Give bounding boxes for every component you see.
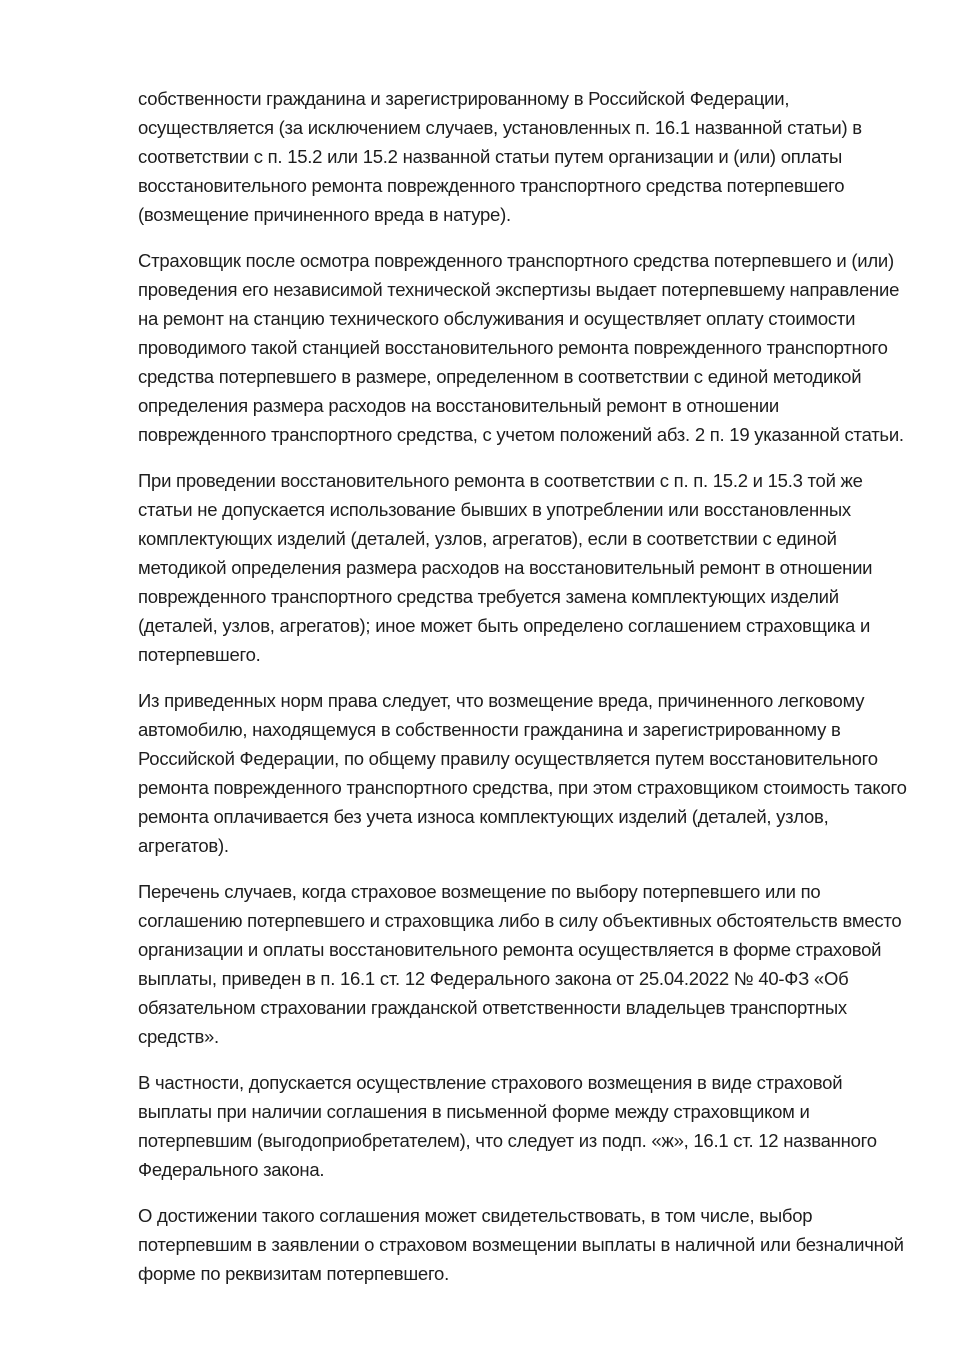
paragraph: В частности, допускается осуществление страхового возмещения в виде страховой выплаты при наличии соглашения в письменной форме между страховщиком и потерпевшим (выгодоприобретателем), что следует из подп. «ж», 16.1 ст. 12 названного Федерального закона. — [138, 1072, 877, 1180]
paragraph: собственности гражданина и зарегистрированному в Российской Федерации, осуществляется (за исключением случаев, установленных п. 16.1 названной статьи) в соответствии с п. 15.2 или 15.2 названной статьи путем организации и (или) оплаты восстановительного ремонта поврежденного транспортного средства потерпевшего (возмещение причиненного вреда в натуре). — [138, 88, 862, 225]
paragraph: Из приведенных норм права следует, что возмещение вреда, причиненного легковому автомобилю, находящемуся в собственности гражданина и зарегистрированному в Российской Федерации, по общему правилу осуществляется путем восстановительного ремонта поврежденного транспортного средства, при этом страховщиком стоимость такого ремонта оплачивается без учета износа комплектующих изделий (деталей, узлов, агрегатов). — [138, 690, 907, 856]
paragraph: О достижении такого соглашения может свидетельствовать, в том числе, выбор потерпевшим в заявлении о страховом возмещении выплаты в наличной или безналичной форме по реквизитам потерпевшего. — [138, 1205, 904, 1284]
paragraph: При проведении восстановительного ремонта в соответствии с п. п. 15.2 и 15.3 той же статьи не допускается использование бывших в употреблении или восстановленных комплектующих изделий (деталей, узлов, агрегатов), если в соответствии с единой методикой определения размера расходов на восстановительный ремонт в отношении поврежденного транспортного средства требуется замена комплектующих изделий (деталей, узлов, агрегатов); иное может быть определено соглашением страховщика и потерпевшего. — [138, 470, 873, 665]
document-text-block — [138, 84, 910, 1305]
paragraph: Перечень случаев, когда страховое возмещение по выбору потерпевшего или по соглашению потерпевшего и страховщика либо в силу объективных обстоятельств вместо организации и оплаты восстановительного ремонта осуществляется в форме страховой выплаты, приведен в п. 16.1 ст. 12 Федерального закона от 25.04.2022 № 40-ФЗ «Об обязательном страховании гражданской ответственности владельцев транспортных средств». — [138, 881, 902, 1047]
paragraph: Страховщик после осмотра поврежденного транспортного средства потерпевшего и (или) проведения его независимой технической экспертизы выдает потерпевшему направление на ремонт на станцию технического обслуживания и осуществляет оплату стоимости проводимого такой станцией восстановительного ремонта поврежденного транспортного средства потерпевшего в размере, определенном в соответствии с единой методикой определения размера расходов на восстановительный ремонт в отношении поврежденного транспортного средства, с учетом положений абз. 2 п. 19 указанной статьи. — [138, 250, 904, 445]
